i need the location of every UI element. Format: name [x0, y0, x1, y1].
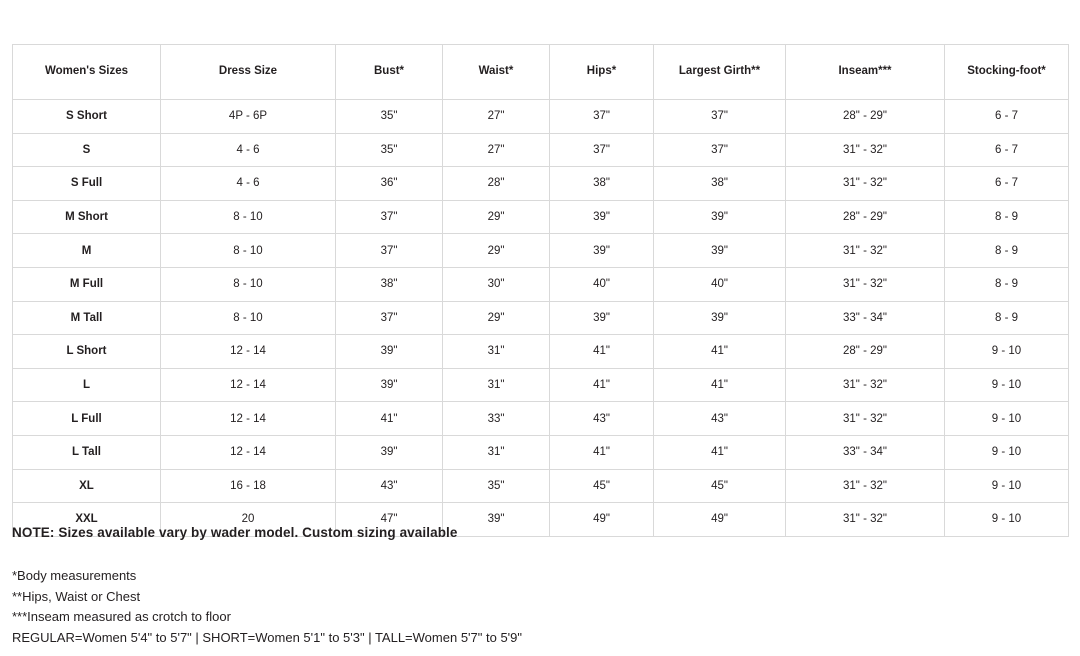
- row-header-cell: M Short: [13, 200, 161, 234]
- table-row: [13, 435, 1069, 469]
- table-cell: 8 - 10: [161, 301, 336, 335]
- table-cell: 37": [550, 133, 654, 167]
- table-cell: 9 - 10: [945, 435, 1069, 469]
- table-cell: 31" - 32": [786, 234, 945, 268]
- table-row: [13, 167, 1069, 201]
- table-cell: 16 - 18: [161, 469, 336, 503]
- table-cell: 41": [654, 335, 786, 369]
- table-cell: 43": [336, 469, 443, 503]
- table-cell: 43": [550, 402, 654, 436]
- table-cell: 39": [550, 234, 654, 268]
- column-header-largest-girth: Largest Girth**: [654, 45, 786, 100]
- table-cell: 37": [336, 200, 443, 234]
- table-row: [13, 368, 1069, 402]
- table-cell: 38": [550, 167, 654, 201]
- table-cell: 41": [336, 402, 443, 436]
- table-cell: 8 - 9: [945, 301, 1069, 335]
- table-cell: 31" - 32": [786, 469, 945, 503]
- table-cell: 4 - 6: [161, 133, 336, 167]
- table-cell: 37": [336, 234, 443, 268]
- table-cell: 28" - 29": [786, 100, 945, 134]
- table-cell: 37": [336, 301, 443, 335]
- table-cell: 31" - 32": [786, 167, 945, 201]
- table-cell: 35": [336, 133, 443, 167]
- table-cell: 9 - 10: [945, 503, 1069, 537]
- table-cell: 12 - 14: [161, 368, 336, 402]
- table-cell: 40": [654, 267, 786, 301]
- table-cell: 27": [443, 100, 550, 134]
- table-cell: 41": [550, 368, 654, 402]
- table-cell: 41": [654, 435, 786, 469]
- row-header-cell: XL: [13, 469, 161, 503]
- table-cell: 28": [443, 167, 550, 201]
- table-cell: 20: [161, 503, 336, 537]
- table-cell: 8 - 10: [161, 234, 336, 268]
- table-cell: 31" - 32": [786, 402, 945, 436]
- row-header-cell: S Short: [13, 100, 161, 134]
- column-header-inseam: Inseam***: [786, 45, 945, 100]
- row-header-cell: L Tall: [13, 435, 161, 469]
- table-cell: 33" - 34": [786, 435, 945, 469]
- table-row: [13, 402, 1069, 436]
- table-cell: 8 - 9: [945, 200, 1069, 234]
- footnote-hips-waist-chest: **Hips, Waist or Chest: [12, 588, 141, 604]
- table-cell: 31" - 32": [786, 503, 945, 537]
- table-cell: 31": [443, 435, 550, 469]
- table-row: [13, 301, 1069, 335]
- column-header-stocking-foot: Stocking-foot*: [945, 45, 1069, 100]
- table-cell: 47": [336, 503, 443, 537]
- table-cell: 9 - 10: [945, 368, 1069, 402]
- table-cell: 40": [550, 267, 654, 301]
- table-cell: 49": [550, 503, 654, 537]
- table-cell: 27": [443, 133, 550, 167]
- table-cell: 39": [336, 435, 443, 469]
- table-cell: 41": [654, 368, 786, 402]
- row-header-cell: M Tall: [13, 301, 161, 335]
- table-cell: 33" - 34": [786, 301, 945, 335]
- table-cell: 37": [654, 100, 786, 134]
- table-row: [13, 267, 1069, 301]
- table-cell: 37": [550, 100, 654, 134]
- table-cell: 36": [336, 167, 443, 201]
- table-cell: 4 - 6: [161, 167, 336, 201]
- size-chart-table-container: [12, 44, 1068, 537]
- table-cell: 39": [550, 301, 654, 335]
- row-header-cell: L Full: [13, 402, 161, 436]
- table-cell: 31": [443, 368, 550, 402]
- table-cell: 39": [443, 503, 550, 537]
- table-cell: 39": [654, 301, 786, 335]
- table-cell: 28" - 29": [786, 335, 945, 369]
- table-cell: 6 - 7: [945, 133, 1069, 167]
- table-cell: 38": [654, 167, 786, 201]
- row-header-cell: L: [13, 368, 161, 402]
- table-cell: 39": [336, 335, 443, 369]
- row-header-cell: S Full: [13, 167, 161, 201]
- row-header-cell: XXL: [13, 503, 161, 537]
- column-header-womens-sizes: Women's Sizes: [13, 45, 161, 100]
- table-header: [13, 45, 1069, 100]
- table-cell: 33": [443, 402, 550, 436]
- column-header-bust: Bust*: [336, 45, 443, 100]
- size-chart-table: [12, 44, 1069, 537]
- table-cell: 35": [443, 469, 550, 503]
- table-cell: 37": [654, 133, 786, 167]
- table-row: [13, 335, 1069, 369]
- table-cell: 8 - 9: [945, 234, 1069, 268]
- table-row: [13, 200, 1069, 234]
- table-cell: 6 - 7: [945, 167, 1069, 201]
- table-cell: 39": [654, 200, 786, 234]
- table-cell: 30": [443, 267, 550, 301]
- table-cell: 8 - 9: [945, 267, 1069, 301]
- column-header-hips: Hips*: [550, 45, 654, 100]
- column-header-waist: Waist*: [443, 45, 550, 100]
- table-cell: 12 - 14: [161, 335, 336, 369]
- table-header-row: [13, 45, 1069, 100]
- table-cell: 39": [654, 234, 786, 268]
- table-cell: 35": [336, 100, 443, 134]
- table-cell: 39": [336, 368, 443, 402]
- column-header-dress-size: Dress Size: [161, 45, 336, 100]
- table-cell: 43": [654, 402, 786, 436]
- footnote-inseam: ***Inseam measured as crotch to floor: [12, 609, 231, 625]
- footnotes: [12, 566, 522, 649]
- table-row: [13, 469, 1069, 503]
- table-cell: 29": [443, 234, 550, 268]
- table-cell: 28" - 29": [786, 200, 945, 234]
- table-cell: 41": [550, 335, 654, 369]
- table-cell: 4P - 6P: [161, 100, 336, 134]
- table-cell: 8 - 10: [161, 267, 336, 301]
- table-row: [13, 100, 1069, 134]
- table-cell: 29": [443, 200, 550, 234]
- footnote-height-ranges: REGULAR=Women 5'4" to 5'7" | SHORT=Women 5'1" to 5'3" | TALL=Women 5'7" to 5'9": [12, 630, 522, 646]
- table-cell: 9 - 10: [945, 402, 1069, 436]
- table-cell: 8 - 10: [161, 200, 336, 234]
- table-cell: 9 - 10: [945, 469, 1069, 503]
- table-cell: 45": [654, 469, 786, 503]
- table-cell: 12 - 14: [161, 435, 336, 469]
- row-header-cell: S: [13, 133, 161, 167]
- table-cell: 45": [550, 469, 654, 503]
- table-cell: 9 - 10: [945, 335, 1069, 369]
- table-cell: 31" - 32": [786, 368, 945, 402]
- row-header-cell: M Full: [13, 267, 161, 301]
- footnote-body-measurements: *Body measurements: [12, 568, 137, 583]
- table-cell: 31" - 32": [786, 133, 945, 167]
- table-cell: 6 - 7: [945, 100, 1069, 134]
- table-cell: 38": [336, 267, 443, 301]
- table-cell: 31": [443, 335, 550, 369]
- availability-note: NOTE: Sizes available vary by wader model. Custom sizing available: [12, 525, 458, 540]
- table-cell: 12 - 14: [161, 402, 336, 436]
- table-body: [13, 100, 1069, 537]
- table-cell: 29": [443, 301, 550, 335]
- table-cell: 39": [550, 200, 654, 234]
- table-row: [13, 133, 1069, 167]
- table-row: [13, 234, 1069, 268]
- table-cell: 49": [654, 503, 786, 537]
- row-header-cell: M: [13, 234, 161, 268]
- table-cell: 31" - 32": [786, 267, 945, 301]
- row-header-cell: L Short: [13, 335, 161, 369]
- table-cell: 41": [550, 435, 654, 469]
